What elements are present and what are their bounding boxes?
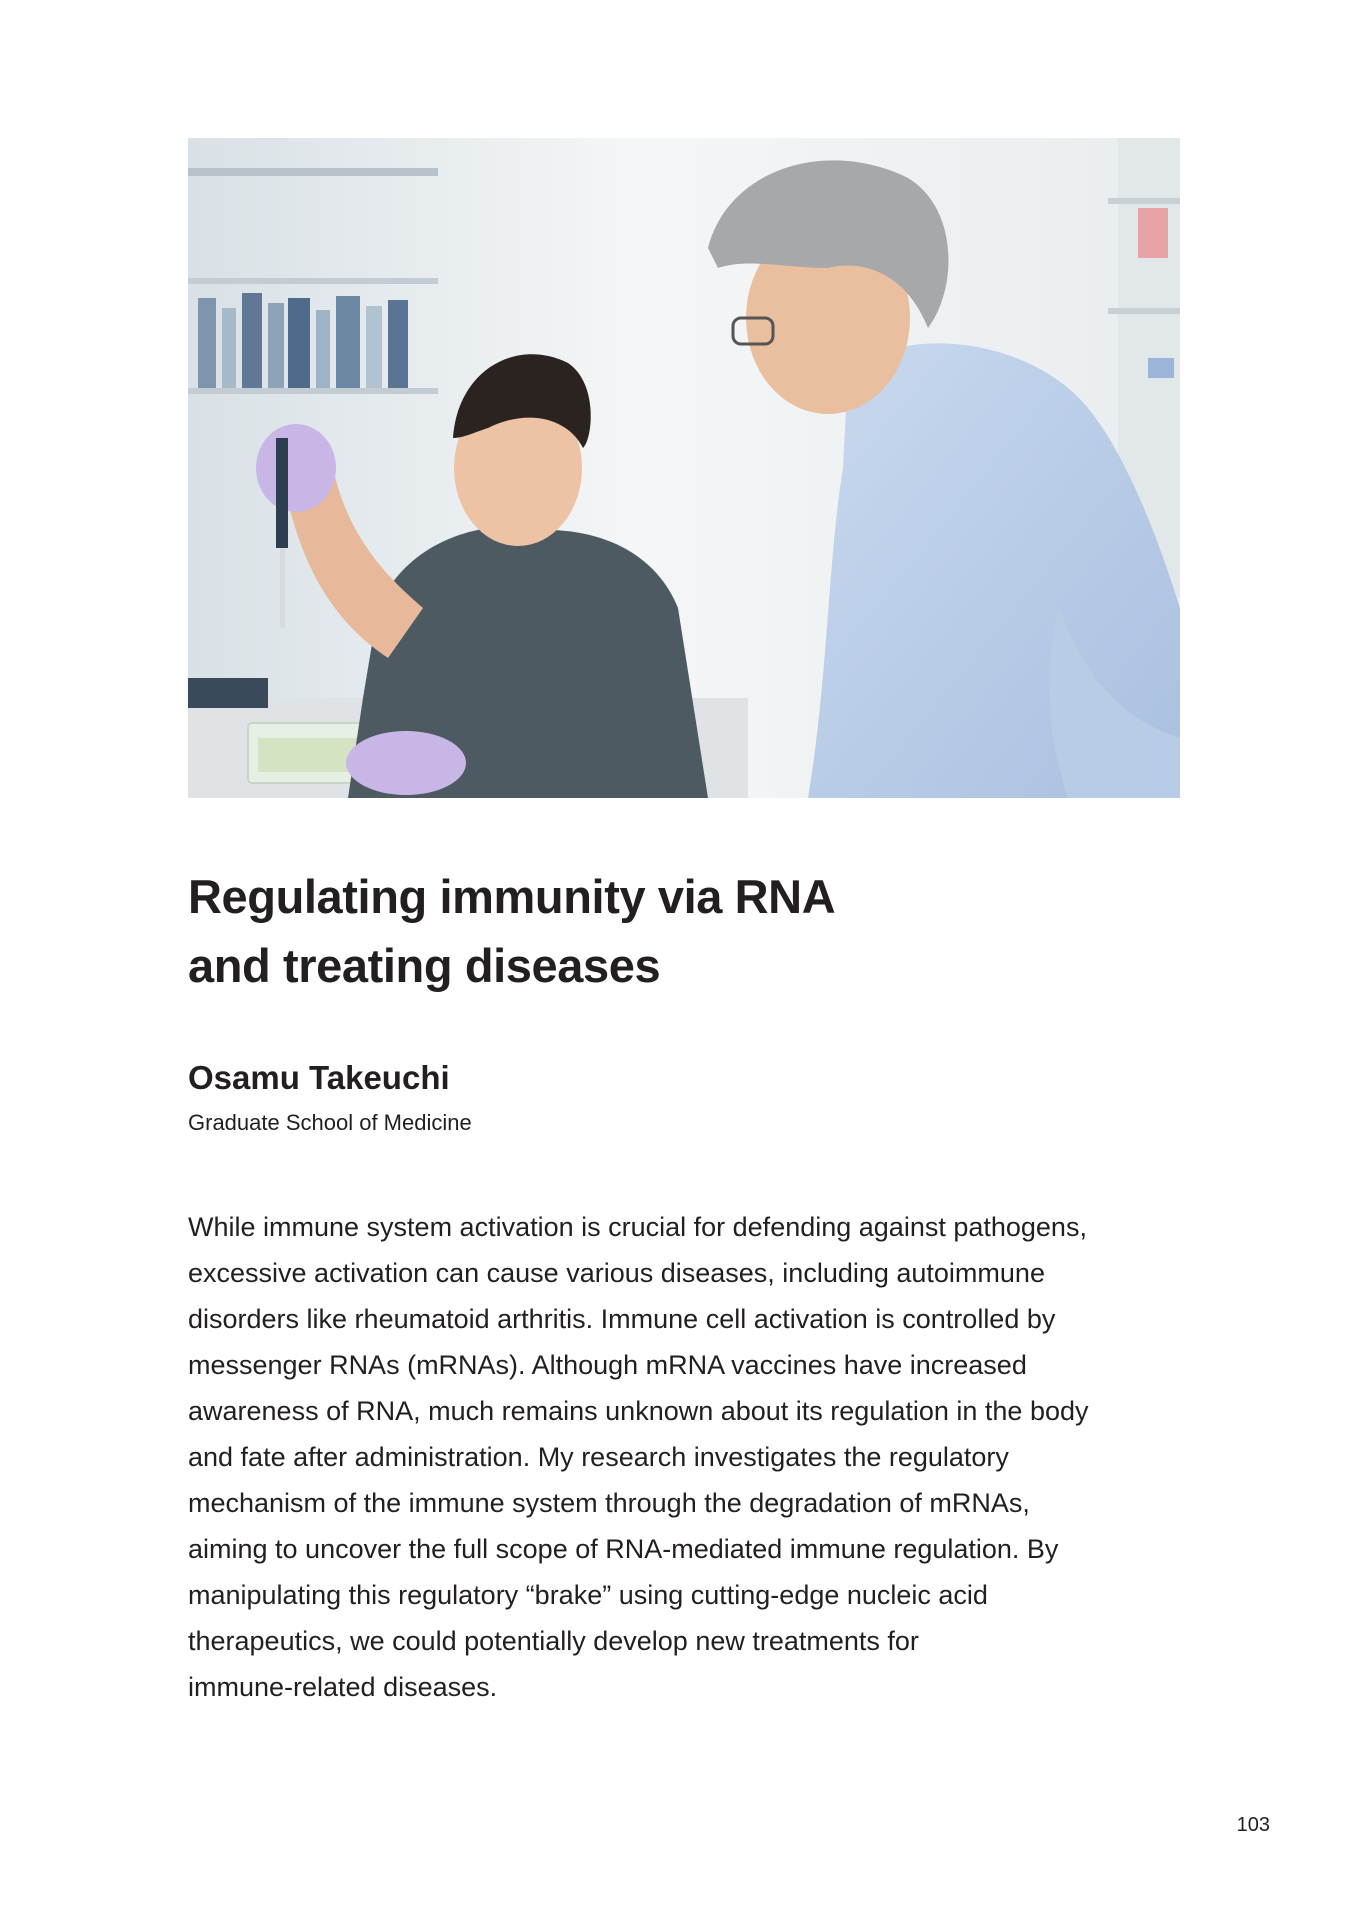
body-line: disorders like rheumatoid arthritis. Immune cell activation is controlled by	[188, 1304, 1056, 1334]
lab-photo-illustration	[188, 138, 1180, 798]
author-affiliation: Graduate School of Medicine	[188, 1110, 472, 1135]
author-name: Osamu Takeuchi	[188, 1059, 450, 1096]
article-title-line: Regulating immunity via RNA	[188, 870, 836, 923]
article-title-line: and treating diseases	[188, 939, 661, 992]
article-title	[188, 862, 1180, 1000]
page-number: 103	[1236, 1814, 1270, 1836]
body-line: mechanism of the immune system through the degradation of mRNAs,	[188, 1488, 1030, 1518]
body-line: manipulating this regulatory “brake” using cutting-edge nucleic acid	[188, 1580, 988, 1610]
body-line: messenger RNAs (mRNAs). Although mRNA vaccines have increased	[188, 1350, 1027, 1380]
body-line: awareness of RNA, much remains unknown about its regulation in the body	[188, 1396, 1089, 1426]
body-line: aiming to uncover the full scope of RNA-mediated immune regulation. By	[188, 1534, 1059, 1564]
body-line: immune-related diseases.	[188, 1672, 498, 1702]
body-line: While immune system activation is crucial for defending against pathogens,	[188, 1212, 1087, 1242]
article-body	[188, 1204, 1180, 1710]
body-line: and fate after administration. My research investigates the regulatory	[188, 1442, 1009, 1472]
lab-photo	[188, 138, 1180, 798]
body-line: therapeutics, we could potentially develop new treatments for	[188, 1626, 919, 1656]
body-line: excessive activation can cause various diseases, including autoimmune	[188, 1258, 1045, 1288]
